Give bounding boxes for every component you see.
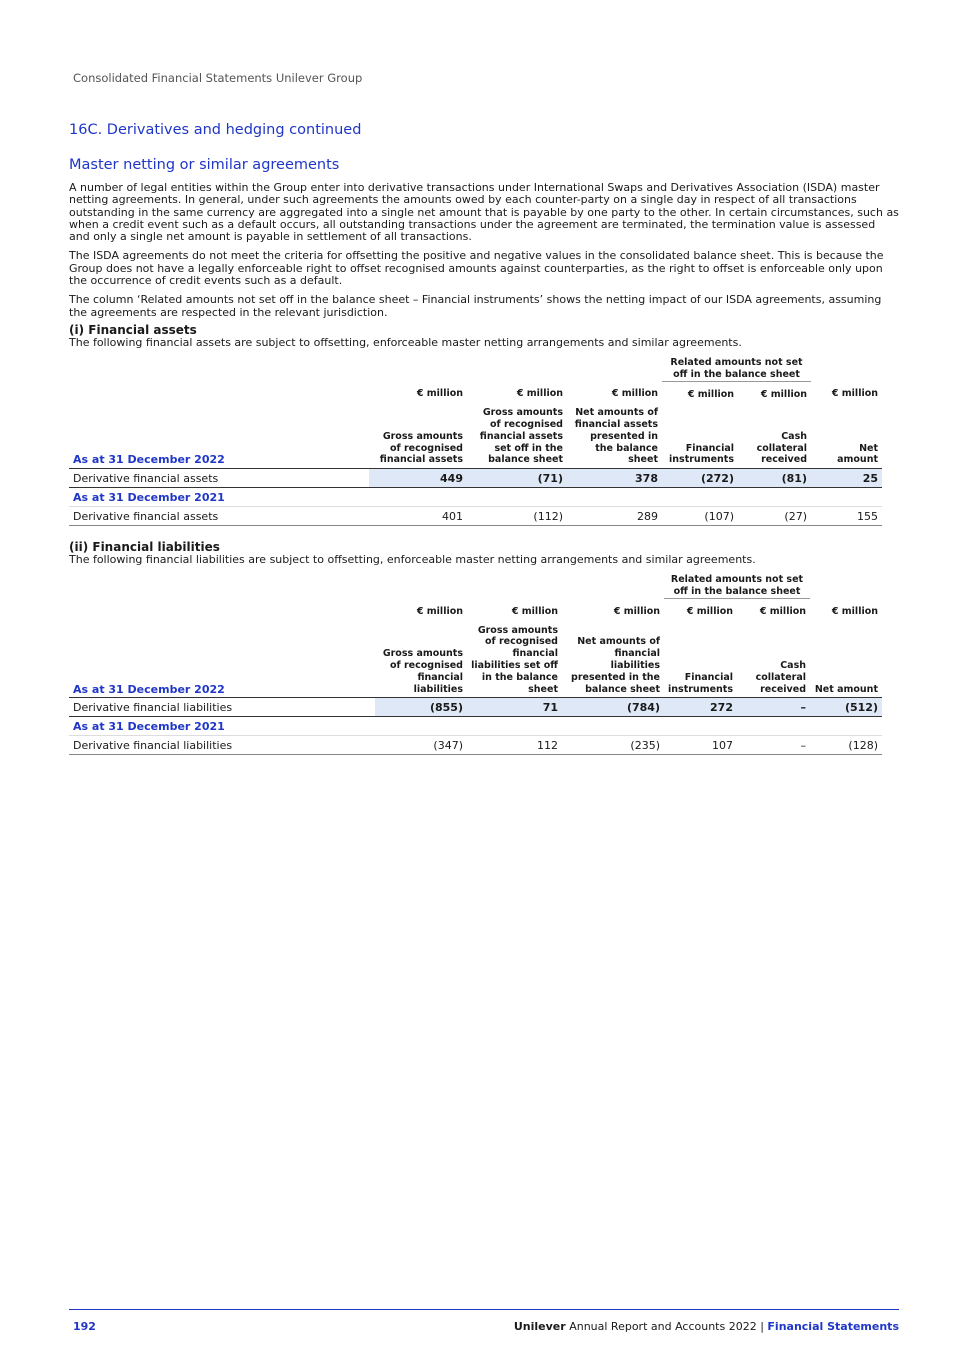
content <box>69 122 899 755</box>
table-row <box>69 469 882 488</box>
col-header: Financial instruments <box>662 407 738 468</box>
col-header: Cash collateral received <box>738 407 811 468</box>
cell: (272) <box>662 469 738 488</box>
footer-title <box>514 1320 899 1333</box>
footer <box>69 1309 899 1333</box>
unit: € million <box>686 605 733 617</box>
col-header: Net amount <box>810 625 882 698</box>
col-header: Gross amounts of recognised financial liabilities set off in the balance sheet <box>467 625 562 698</box>
unit: € million <box>759 605 806 617</box>
period-2022: As at 31 December 2022 <box>69 407 369 468</box>
page-number: 192 <box>73 1320 96 1333</box>
col-header: Financial instruments <box>664 625 737 698</box>
col-header: Net amount <box>811 407 882 468</box>
cell: 107 <box>664 736 737 755</box>
row-label: Derivative financial liabilities <box>69 736 375 755</box>
cell: – <box>737 736 810 755</box>
related-header: Related amounts not set off in the balance sheet <box>664 573 810 599</box>
cell: (512) <box>810 698 882 717</box>
unit: € million <box>416 388 463 400</box>
cell: (81) <box>738 469 811 488</box>
row-label: Derivative financial assets <box>69 507 369 526</box>
col-header: Gross amounts of recognised financial assets set off in the balance sheet <box>467 407 567 468</box>
cell: 155 <box>811 507 882 526</box>
section-title: 16C. Derivatives and hedging continued <box>69 122 362 138</box>
period-2021: As at 31 December 2021 <box>69 717 375 736</box>
cell: 25 <box>811 469 882 488</box>
row-label: Derivative financial liabilities <box>69 698 375 717</box>
table-row <box>69 736 882 755</box>
paragraph: A number of legal entities within the Group enter into derivative transactions under International Swaps and Derivatives Association (ISDA) master netting agreements. In general, under such agreements the amounts owed by each counter-party on a single day in respect of all transactions outstanding in the same currency are aggregated into a single net amount that is payable by one party to the other. In certain circumstances, such as when a credit event such as a default occurs, all outstanding transactions under the agreement are terminated, the termination value is assessed and only a single net amount is payable in settlement of all transactions. <box>69 181 899 244</box>
unit: € million <box>416 605 463 617</box>
col-header: Gross amounts of recognised financial assets <box>369 407 467 468</box>
assets-intro: The following financial assets are subject to offsetting, enforceable master netting arrangements and similar agreements. <box>69 335 742 349</box>
cell: 401 <box>369 507 467 526</box>
unit: € million <box>613 605 660 617</box>
cell: (107) <box>662 507 738 526</box>
cell: (235) <box>562 736 664 755</box>
table-row <box>69 698 882 717</box>
unit: € million <box>831 388 878 400</box>
paragraph: The ISDA agreements do not meet the criteria for offsetting the positive and negative values in the consolidated balance sheet. This is because the Group does not have a legally enforceable right to offset recognised amounts against counterparties, as the right to offset is enforceable only upon the occurrence of credit events such as a default. <box>69 249 884 288</box>
row-label: Derivative financial assets <box>69 469 369 488</box>
paragraph: The column ‘Related amounts not set off in the balance sheet – Financial instruments’ shows the netting impact of our ISDA agreements, assuming the agreements are respected in the relevant jurisdiction. <box>69 293 882 319</box>
cell: – <box>737 698 810 717</box>
cell: (855) <box>375 698 467 717</box>
cell: (27) <box>738 507 811 526</box>
unit: € million <box>511 605 558 617</box>
subsection-title: Master netting or similar agreements <box>69 157 340 173</box>
unit: € million <box>687 388 734 400</box>
cell: 272 <box>664 698 737 717</box>
unit: € million <box>760 388 807 400</box>
assets-table <box>69 355 882 526</box>
unit: € million <box>516 388 563 400</box>
cell: (347) <box>375 736 467 755</box>
cell: (128) <box>810 736 882 755</box>
related-header: Related amounts not set off in the balance sheet <box>662 355 811 381</box>
table-row <box>69 507 882 526</box>
cell: 71 <box>467 698 562 717</box>
cell: 289 <box>567 507 662 526</box>
running-header: Consolidated Financial Statements Unilever Group <box>73 71 363 85</box>
cell: 378 <box>567 469 662 488</box>
cell: 112 <box>467 736 562 755</box>
footer-section: Financial Statements <box>767 1320 899 1333</box>
liabilities-intro: The following financial liabilities are subject to offsetting, enforceable master netting arrangements and similar agreements. <box>69 553 756 567</box>
cell: (112) <box>467 507 567 526</box>
liabilities-title: (ii) Financial liabilities <box>69 540 220 555</box>
cell: (784) <box>562 698 664 717</box>
cell: (71) <box>467 469 567 488</box>
period-2021: As at 31 December 2021 <box>69 488 369 507</box>
col-header: Cash collateral received <box>737 625 810 698</box>
col-header: Net amounts of financial assets presented in the balance sheet <box>567 407 662 468</box>
period-2022: As at 31 December 2022 <box>69 625 375 698</box>
liabilities-table <box>69 573 882 756</box>
footer-brand: Unilever <box>513 1320 566 1333</box>
col-header: Gross amounts of recognised financial liabilities <box>375 625 467 698</box>
footer-report: Annual Report and Accounts 2022 | <box>565 1320 768 1333</box>
assets-title: (i) Financial assets <box>69 322 197 337</box>
col-header: Net amounts of financial liabilities presented in the balance sheet <box>562 625 664 698</box>
unit: € million <box>831 605 878 617</box>
cell: 449 <box>369 469 467 488</box>
unit: € million <box>611 388 658 400</box>
